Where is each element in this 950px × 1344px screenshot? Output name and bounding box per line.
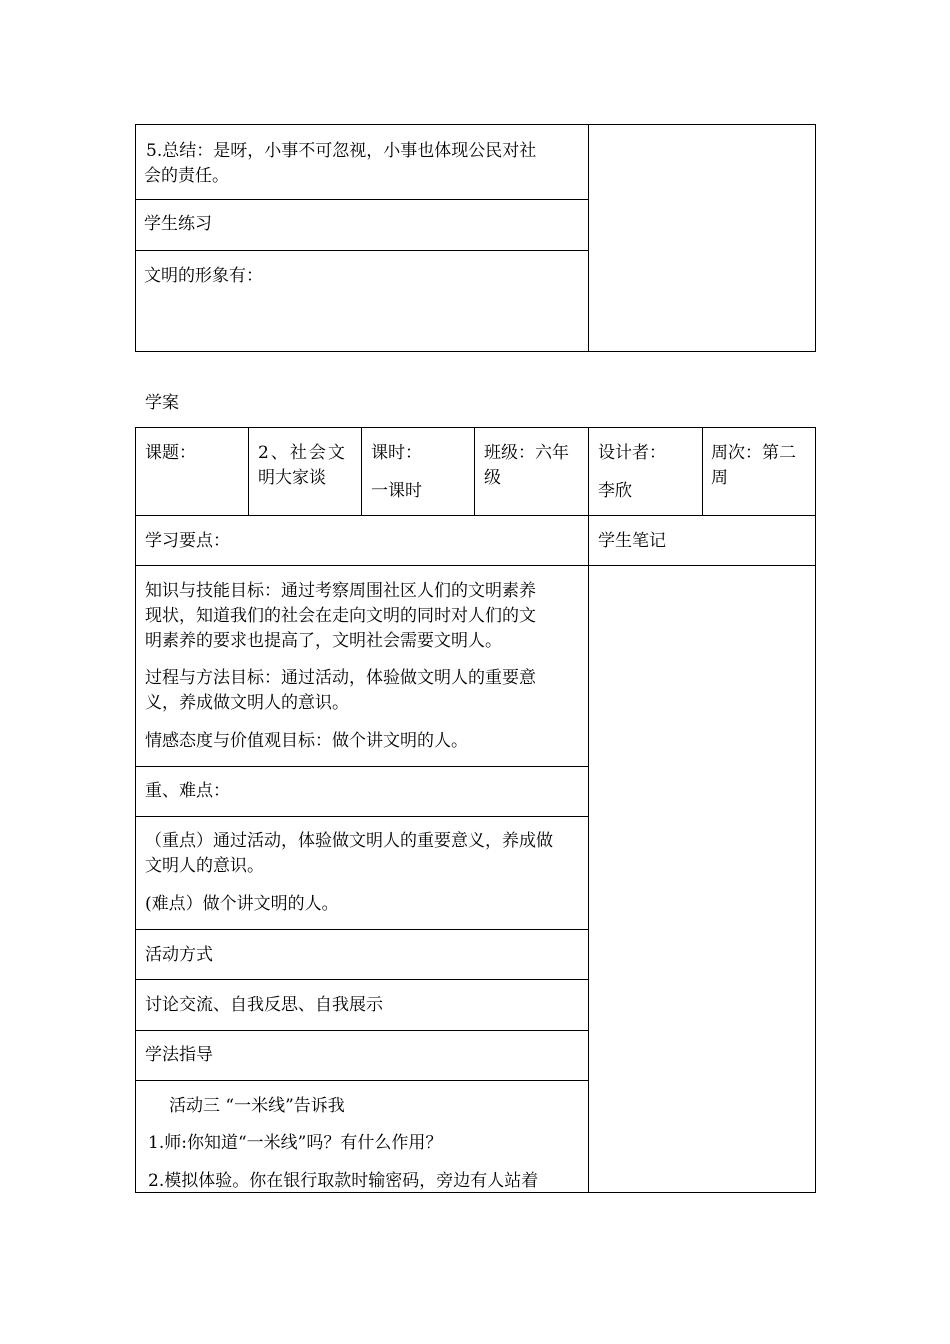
class-line1: 班级：六年 (484, 443, 569, 463)
knowledge-goal-line1: 知识与技能目标：通过考察周围社区人们的文明素养 (145, 581, 536, 601)
class-line2: 级 (484, 468, 501, 488)
designer-label: 设计者： (598, 443, 666, 463)
period-value: 一课时 (371, 481, 422, 501)
activity-item-2: 2.模拟体验。你在银行取款时输密码，旁边有人站着 (148, 1171, 539, 1191)
activity-mode-label: 活动方式 (145, 945, 213, 965)
table2-border-top (135, 427, 816, 428)
table2-row-line-header (135, 515, 816, 516)
topic-label: 课题： (145, 443, 196, 463)
key-points-label: 学习要点： (145, 531, 230, 551)
civilized-image-prompt: 文明的形象有： (144, 266, 263, 286)
table2-row-line-keypoints (135, 565, 816, 566)
header-divider-2 (361, 427, 362, 516)
table1-row-divider-2 (135, 250, 589, 251)
period-label: 课时： (371, 443, 422, 463)
student-notes-label: 学生笔记 (598, 531, 666, 551)
difficulty-label: 重、难点： (145, 781, 230, 801)
table1-border-top (135, 124, 816, 125)
topic-value-line1: 2、社会文 (258, 443, 347, 463)
summary-text-line1: 5.总结：是呀，小事不可忽视，小事也体现公民对社 (146, 141, 537, 161)
header-divider-3 (474, 427, 475, 516)
process-goal-line2: 义，养成做文明人的意识。 (145, 693, 349, 713)
table2-row-line-mode-label (135, 979, 589, 980)
table1-border-left (135, 124, 136, 352)
header-divider-5 (702, 427, 703, 516)
table2-border-right (815, 427, 816, 1193)
study-method-label: 学法指导 (145, 1045, 213, 1065)
table2-row-line-difficulty (135, 816, 589, 817)
table1-row-divider-1 (135, 199, 589, 200)
week-line1: 周次：第二 (711, 443, 796, 463)
section-title: 学案 (145, 393, 179, 413)
knowledge-goal-line2: 现状，知道我们的社会在走向文明的同时对人们的文 (145, 606, 536, 626)
activity3-title: 活动三 “一米线”告诉我 (169, 1096, 345, 1116)
table1-column-divider (588, 124, 589, 352)
hard-point-line: (难点）做个讲文明的人。 (145, 894, 339, 914)
table2-row-line-keyhard (135, 929, 589, 930)
table1-border-right (815, 124, 816, 352)
activity-item-1: 1.师:你知道“一米线”吗？有什么作用？ (148, 1133, 443, 1153)
student-practice-label: 学生练习 (144, 214, 212, 234)
week-line2: 周 (711, 468, 728, 488)
emotion-goal-line: 情感态度与价值观目标：做个讲文明的人。 (145, 731, 468, 751)
table2-row-line-method (135, 1080, 589, 1081)
key-point-line1: （重点）通过活动，体验做文明人的重要意义，养成做 (145, 831, 553, 851)
table2-row-line-mode-value (135, 1030, 589, 1031)
topic-value-line2: 明大家谈 (258, 468, 326, 488)
table2-border-left (135, 427, 136, 1193)
table2-row-line-goals (135, 766, 589, 767)
designer-value: 李欣 (598, 481, 632, 501)
key-point-line2: 文明人的意识。 (145, 856, 264, 876)
process-goal-line1: 过程与方法目标：通过活动，体验做文明人的重要意 (145, 668, 536, 688)
knowledge-goal-line3: 明素养的要求也提高了，文明社会需要文明人。 (145, 631, 502, 651)
table2-column-divider (588, 427, 589, 1193)
summary-text-line2: 会的责任。 (144, 166, 229, 186)
header-divider-1 (248, 427, 249, 516)
table1-border-bottom (135, 351, 816, 352)
activity-mode-value: 讨论交流、自我反思、自我展示 (145, 995, 383, 1015)
